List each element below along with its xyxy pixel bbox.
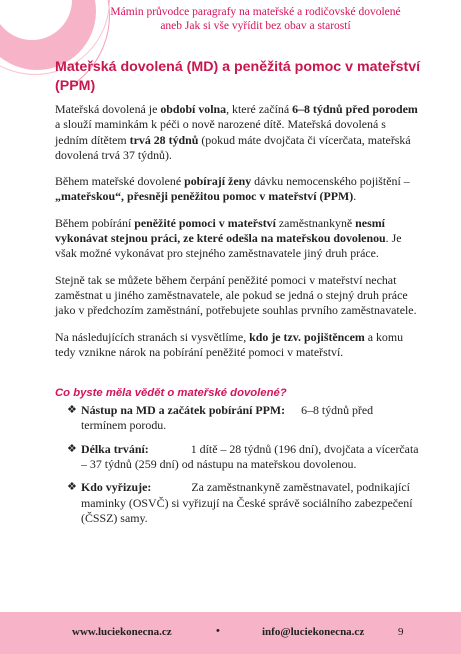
p2-text-1: Během mateřské dovolené [55,174,185,189]
item-text: 6–8 týdnů před termínem porodu. [81,403,374,433]
p3-bold-2: nesmí vykonávat stejnou práci, ze které odešla na mateřskou dovolenou [55,215,386,246]
list-item [67,480,421,526]
footer-website-link[interactable]: www.luciekonecna.cz [72,626,172,638]
paragraph-4: Stejně tak se můžete během čerpání peněžité pomoci v mateřství nechat zaměstnat u jiného zaměstnavatele, ale pokud se jedná o stejný druh práce jako v předchozím zaměstnání, potřebujete souhlas prvního zaměstnavatele. [55,272,417,318]
p1-text-1: Mateřská dovolená je [55,102,161,116]
header-line-1: Mámin průvodce paragrafy na mateřské a rodičovské dovolené [110,6,401,18]
facts-subheading: Co byste měla vědět o mateřské dovolené? [55,387,287,400]
p5-text-2: a komu tedy vznikne nárok na pobírání peněžité pomoci v mateřství. [55,329,404,359]
p3-text-3: . Je však možné vykonávat pro stejného zaměstnavatele jiný druh práce. [55,231,402,261]
page-number: 9 [398,626,404,638]
p3-text-2: zaměstnankyně [275,215,356,230]
p2-text-3: . [353,189,357,204]
main-content [55,58,421,534]
p1-bold-1: období volna [160,102,227,116]
list-item [67,403,421,434]
item-label: Délka trvání: [81,441,149,456]
section-title: Mateřská dovolená (MD) a peněžitá pomoc v mateřství (PPM) [55,59,421,94]
footer-email-link[interactable]: info@luciekonecna.cz [262,626,365,638]
p2-bold-2: „mateřskou“, přesněji peněžitou pomoc v mateřství (PPM) [55,189,354,204]
diamond-bullet-icon: ❖ [67,481,77,494]
diamond-bullet-icon: ❖ [67,404,77,417]
p1-bold-3: trvá 28 týdnů [129,132,199,147]
p1-bold-2: 6–8 týdnů před porodem [292,102,418,116]
page-header [60,5,451,33]
item-label: Kdo vyřizuje: [81,480,152,495]
p2-bold-1: pobírají ženy [184,174,252,189]
p3-text-1: Během pobírání [55,215,135,230]
header-line-2: aneb Jak si vše vyřídit bez obav a starostí [160,20,351,32]
p1-text-2: , které začíná [226,102,293,116]
p5-bold-1: kdo je tzv. pojištěncem [249,329,365,344]
paragraph-3 [55,216,421,262]
diamond-bullet-icon: ❖ [67,442,77,455]
page-footer [0,612,461,654]
item-text: 1 dítě – 28 týdnů (196 dní), dvojčata a vícerčata – 37 týdnů (259 dní) od nástupu na mateřskou dovolenou. [81,441,419,472]
paragraph-2 [55,174,421,205]
item-label: Nástup na MD a začátek pobírání PPM: [81,403,286,418]
list-item [67,442,421,473]
p3-bold-1: peněžité pomoci v mateřství [134,215,276,230]
p1-text-4: (pokud máte dvojčata či vícerčata, mateřská dovolená trvá 37 týdnů). [55,132,411,162]
footer-separator: • [216,625,220,637]
facts-list [55,403,421,526]
p5-text-1: Na následujících stranách si vysvětlíme, [55,329,250,344]
p2-text-2: dávku nemocenského pojištění – [251,174,410,189]
paragraph-5 [55,330,421,361]
p1-text-3: a slouží maminkám k péči o nově narozené dítě. Mateřská dovolená s jedním dítětem [55,117,386,147]
paragraph-1 [55,102,421,163]
item-text: Za zaměstnankyně zaměstnavatel, podnikající maminky (OSVČ) si vyřizují na České správě sociálního zabezpečení (ČSSZ) samy. [81,480,413,525]
